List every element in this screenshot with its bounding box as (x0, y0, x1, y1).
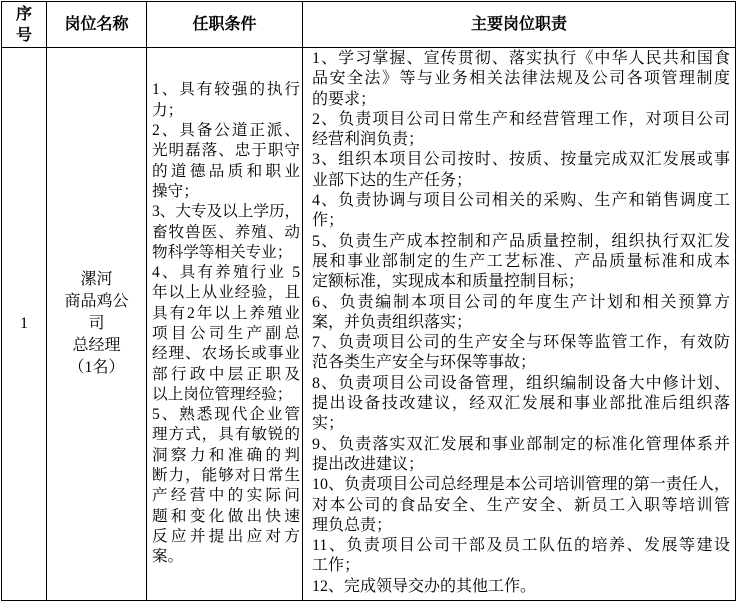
duty-line: 实； (312, 415, 345, 433)
duty-line: 对本公司的食品安全、生产安全、新员工入职等培训管 (312, 496, 730, 514)
requirement-line: 题和变化做出快速 (152, 507, 300, 525)
requirements-list (152, 80, 300, 567)
duty-line: 9、负责落实双汇发展和事业部制定的标准化管理体系并 (312, 435, 730, 453)
requirement-line: 畜牧兽医、养殖、动 (152, 223, 300, 241)
duty-line: 1、学习掌握、宣传贯彻、落实执行《中华人民共和国食 (312, 50, 730, 67)
duty-line: 提出设备技改建议，经双汇发展和事业部批准后组织落 (312, 395, 730, 413)
requirement-line: 反应并提出应对方 (152, 527, 300, 545)
requirement-line: 理方式，具有敏锐的 (152, 426, 300, 444)
duty-item (312, 374, 730, 435)
duty-line: 经营利润负责； (312, 131, 425, 149)
duty-item (312, 191, 730, 232)
duty-line: 品安全法》等与业务相关法律法规及公司各项管理制度 (312, 70, 730, 88)
requirement-line: 经理、农场长或事业 (152, 345, 300, 363)
requirement-line: 光明磊落、忠于职守 (152, 142, 300, 160)
requirement-line: 物科学等相关专业； (152, 243, 293, 261)
duty-item (312, 232, 730, 293)
requirement-line: 断力，能够对日常生 (152, 467, 300, 485)
duty-line: 案，并负责组织落实； (312, 313, 473, 331)
requirement-line: 产经营中的实际问 (152, 487, 300, 505)
table-row (2, 48, 736, 601)
duty-line: 10、负责项目公司总经理是本公司培训管理的第一责任人， (312, 476, 730, 494)
duty-item (312, 49, 730, 110)
duty-line: 11、负责项目公司干部及员工队伍的培养、发展等建设 (312, 537, 730, 555)
duty-item (312, 150, 730, 191)
duty-item (312, 110, 730, 151)
header-position: 岗位名称 (47, 2, 147, 48)
requirement-item (152, 405, 300, 567)
requirement-line: 案。 (152, 548, 184, 566)
requirement-line: 操守； (152, 182, 199, 200)
job-table (1, 1, 736, 601)
requirement-line: 5、熟悉现代企业管 (152, 406, 300, 424)
requirement-line: 3、大专及以上学历， (152, 203, 301, 221)
requirement-line: 项目公司生产副总 (152, 325, 300, 342)
requirement-line: 2、具备公道正派、 (152, 122, 300, 140)
position-name-line: 司 (88, 315, 105, 332)
duty-line: 作； (312, 212, 345, 230)
requirement-line: 力； (152, 101, 184, 119)
duty-item (312, 536, 730, 577)
duty-line: 6、负责编制本项目公司的年度生产计划和相关预算方 (312, 293, 730, 311)
requirement-line: 以上岗位管理经验； (152, 385, 293, 403)
position-name-line: （1名） (68, 359, 125, 376)
duty-item (312, 435, 730, 476)
duty-line: 提出改进建议； (312, 455, 425, 473)
header-row (2, 2, 736, 48)
duty-item (312, 293, 730, 334)
row-index: 1 (2, 48, 47, 601)
position-name (47, 269, 146, 379)
duty-item (312, 475, 730, 536)
duty-line: 定额标准，实现成本和质量控制目标； (312, 273, 585, 291)
duty-line: 12、完成领导交办的其他工作。 (312, 577, 537, 595)
header-duties: 主要岗位职责 (303, 2, 736, 48)
duty-line: 业部下达的生产任务； (312, 171, 473, 189)
requirement-line: 部行政中层正职及 (152, 365, 300, 383)
duty-line: 理负总责； (312, 516, 393, 534)
duty-line: 8、负责项目公司设备管理，组织编制设备大中修计划、 (312, 374, 730, 392)
position-name-line: 漯河 (80, 271, 113, 288)
duty-line: 7、负责项目公司的生产安全与环保等监管工作，有效防 (312, 334, 730, 352)
position-name-line: 总经理 (72, 337, 121, 354)
requirements-cell (147, 48, 303, 601)
duty-line: 5、负责生产成本控制和产品质量控制，组织执行双汇发 (312, 232, 730, 250)
header-requirements: 任职条件 (147, 2, 303, 48)
duty-line: 4、负责协调与项目公司相关的采购、生产和销售调度工 (312, 192, 730, 210)
requirement-item (152, 202, 300, 263)
header-index-label: 序号 (16, 5, 33, 44)
requirement-line: 年以上从业经验，且 (152, 284, 300, 302)
position-name-line: 商品鸡公 (64, 293, 129, 310)
requirement-item (152, 80, 300, 121)
duty-line: 工作； (312, 557, 361, 575)
duties-cell (303, 48, 736, 601)
requirement-item (152, 121, 300, 202)
requirement-line: 1、具有较强的执行 (152, 81, 300, 99)
duty-line: 3、组织本项目公司按时、按质、按量完成双汇发展或事 (312, 151, 730, 169)
requirement-line: 4、具有养殖行业 5 (152, 264, 300, 282)
duty-item (312, 333, 730, 374)
duties-list (312, 49, 730, 597)
duty-item (312, 577, 730, 597)
requirement-line: 洞察力和准确的判 (152, 446, 300, 464)
position-cell (47, 48, 147, 601)
requirement-line: 的道德品质和职业 (152, 162, 300, 180)
duty-line: 2、负责项目公司日常生产和经营管理工作，对项目公司 (312, 110, 730, 128)
duty-line: 范各类生产安全与环保等事故； (312, 354, 537, 372)
duty-line: 展和事业部制定的生产工艺标准、产品质量标准和成本 (312, 252, 730, 270)
requirement-line: 具有2年以上养殖业 (152, 304, 300, 322)
duty-line: 的要求； (312, 90, 377, 108)
header-index (2, 2, 47, 48)
requirement-item (152, 263, 300, 405)
